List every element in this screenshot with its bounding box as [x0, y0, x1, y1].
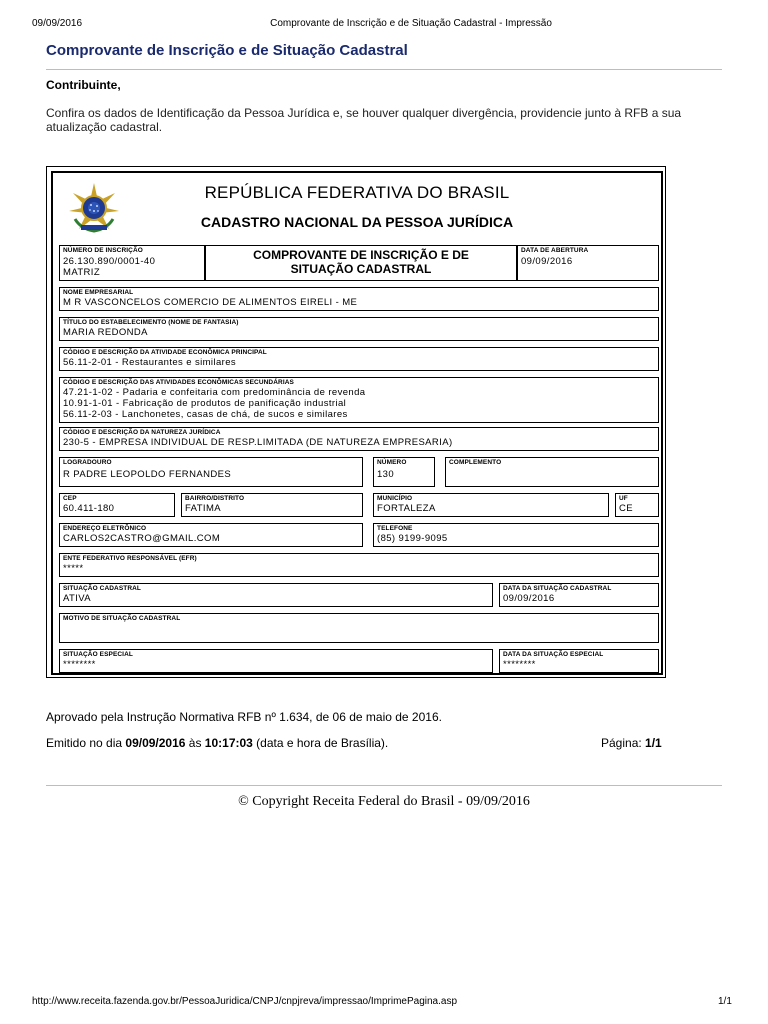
copyright: © Copyright Receita Federal do Brasil - 09/09/2016 — [238, 794, 530, 809]
efr-box — [59, 553, 659, 577]
print-date: 09/09/2016 — [32, 18, 83, 29]
field-label: ENTE FEDERATIVO RESPONSÁVEL (EFR) — [63, 555, 197, 562]
atividade-secundaria-item: 56.11-2-03 - Lanchonetes, casas de chá, de sucos e similares — [63, 409, 348, 420]
field-label: CÓDIGO E DESCRIÇÃO DAS ATIVIDADES ECONÔMICAS SECUNDÁRIAS — [63, 379, 294, 386]
field-label: SITUAÇÃO CADASTRAL — [63, 585, 141, 592]
print-title: Comprovante de Inscrição e de Situação Cadastral - Impressão — [270, 18, 552, 29]
registry-heading: CADASTRO NACIONAL DA PESSOA JURÍDICA — [200, 214, 514, 230]
field-label: DATA DA SITUAÇÃO ESPECIAL — [503, 651, 604, 658]
comprovante-title-box — [205, 245, 517, 281]
print-url-link[interactable]: http://www.receita.fazenda.gov.br/PessoaJuridica/CNPJ/cnpjreva/impressao/ImprimePagina.asp — [32, 996, 458, 1007]
data-situacao-cadastral-box — [499, 583, 659, 607]
emission-info — [46, 736, 388, 750]
field-label: COMPLEMENTO — [449, 459, 502, 466]
field-label: TÍTULO DO ESTABELECIMENTO (NOME DE FANTASIA) — [63, 319, 239, 326]
emission-middle: às — [185, 736, 205, 750]
atividade-secundaria-item: 10.91-1-01 - Fabricação de produtos de panificação industrial — [63, 398, 347, 409]
data-situacao-cadastral-value: 09/09/2016 — [503, 593, 555, 604]
page-indicator — [601, 736, 662, 750]
bairro-box — [181, 493, 363, 517]
telefone-value: (85) 9199-9095 — [377, 533, 448, 544]
logradouro-box — [59, 457, 363, 487]
field-label: MOTIVO DE SITUAÇÃO CADASTRAL — [63, 615, 181, 622]
efr-value: ***** — [63, 563, 84, 574]
complemento-box — [445, 457, 659, 487]
data-situacao-especial-box — [499, 649, 659, 673]
numero-inscricao-value: 26.130.890/0001-40 — [63, 256, 156, 267]
email-box — [59, 523, 363, 547]
field-label: MUNICÍPIO — [377, 495, 413, 502]
emission-time: 10:17:03 — [204, 736, 253, 750]
data-abertura-box — [517, 245, 659, 281]
page-value: 1/1 — [645, 736, 662, 750]
natureza-juridica-box — [59, 427, 659, 451]
uf-value: CE — [619, 503, 633, 514]
municipio-value: FORTALEZA — [377, 503, 436, 514]
field-label: NÚMERO DE INSCRIÇÃO — [63, 247, 143, 254]
emission-suffix: (data e hora de Brasília). — [252, 736, 389, 750]
field-label: NOME EMPRESARIAL — [63, 289, 134, 296]
page-title: Comprovante de Inscrição e de Situação Cadastral — [46, 42, 408, 59]
field-label: LOGRADOURO — [63, 459, 112, 466]
bairro-value: FATIMA — [185, 503, 222, 514]
comprovante-title-line2: SITUAÇÃO CADASTRAL — [290, 262, 432, 276]
cep-value: 60.411-180 — [63, 503, 115, 514]
numero-inscricao-box — [59, 245, 205, 281]
logradouro-value: R PADRE LEOPOLDO FERNANDES — [63, 469, 232, 480]
republic-heading: REPÚBLICA FEDERATIVA DO BRASIL — [204, 183, 510, 202]
situacao-cadastral-value: ATIVA — [63, 593, 92, 604]
field-label: ENDEREÇO ELETRÔNICO — [63, 525, 147, 532]
situacao-especial-box — [59, 649, 493, 673]
field-label: TELEFONE — [377, 525, 413, 532]
situacao-cadastral-box — [59, 583, 493, 607]
numero-value: 130 — [377, 469, 395, 480]
field-label: SITUAÇÃO ESPECIAL — [63, 651, 133, 658]
title-divider — [46, 69, 722, 70]
field-label: UF — [619, 495, 628, 502]
field-label: DATA DE ABERTURA — [521, 247, 589, 254]
print-page-number: 1/1 — [718, 996, 732, 1007]
motivo-situacao-box — [59, 613, 659, 643]
comprovante-title — [206, 248, 516, 276]
atividade-principal-value: 56.11-2-01 - Restaurantes e similares — [63, 357, 237, 368]
field-label: NÚMERO — [377, 459, 407, 466]
nome-empresarial-box — [59, 287, 659, 311]
field-label: BAIRRO/DISTRITO — [185, 495, 245, 502]
nome-empresarial-value: M R VASCONCELOS COMERCIO DE ALIMENTOS EIRELI - ME — [63, 297, 358, 308]
titulo-estabelecimento-box — [59, 317, 659, 341]
titulo-estabelecimento-value: MARIA REDONDA — [63, 327, 148, 338]
cep-box — [59, 493, 175, 517]
field-label: DATA DA SITUAÇÃO CADASTRAL — [503, 585, 612, 592]
telefone-box — [373, 523, 659, 547]
atividade-secundaria-item: 47.21-1-02 - Padaria e confeitaria com predominância de revenda — [63, 387, 366, 398]
email-value: CARLOS2CASTRO@GMAIL.COM — [63, 533, 221, 544]
municipio-box — [373, 493, 609, 517]
certificate-inner — [51, 171, 663, 675]
natureza-juridica-value: 230-5 - EMPRESA INDIVIDUAL DE RESP.LIMITADA (DE NATUREZA EMPRESARIA) — [63, 437, 453, 448]
field-label: CEP — [63, 495, 77, 502]
emission-prefix: Emitido no dia — [46, 736, 126, 750]
emission-date: 09/09/2016 — [125, 736, 186, 750]
numero-box — [373, 457, 435, 487]
numero-inscricao-type: MATRIZ — [63, 267, 101, 278]
approval-note: Aprovado pela Instrução Normativa RFB nº 1.634, de 06 de maio de 2016. — [46, 710, 442, 724]
uf-box — [615, 493, 659, 517]
field-label: CÓDIGO E DESCRIÇÃO DA NATUREZA JURÍDICA — [63, 429, 221, 436]
intro-text: Confira os dados de Identificação da Pessoa Jurídica e, se houver qualquer divergência, providencie junto à RFB a sua atualização cadastral. — [46, 106, 682, 134]
greeting: Contribuinte, — [46, 78, 121, 92]
data-abertura-value: 09/09/2016 — [521, 256, 573, 267]
atividades-secundarias-box — [59, 377, 659, 423]
atividade-principal-box — [59, 347, 659, 371]
copyright-divider — [46, 785, 722, 786]
data-situacao-especial-value: ******** — [503, 659, 536, 670]
page-label: Página: — [601, 736, 646, 750]
certificate-frame — [46, 166, 666, 678]
comprovante-title-line1: COMPROVANTE DE INSCRIÇÃO E DE — [253, 248, 469, 262]
situacao-especial-value: ******** — [63, 659, 96, 670]
field-label: CÓDIGO E DESCRIÇÃO DA ATIVIDADE ECONÔMICA PRINCIPAL — [63, 349, 267, 356]
